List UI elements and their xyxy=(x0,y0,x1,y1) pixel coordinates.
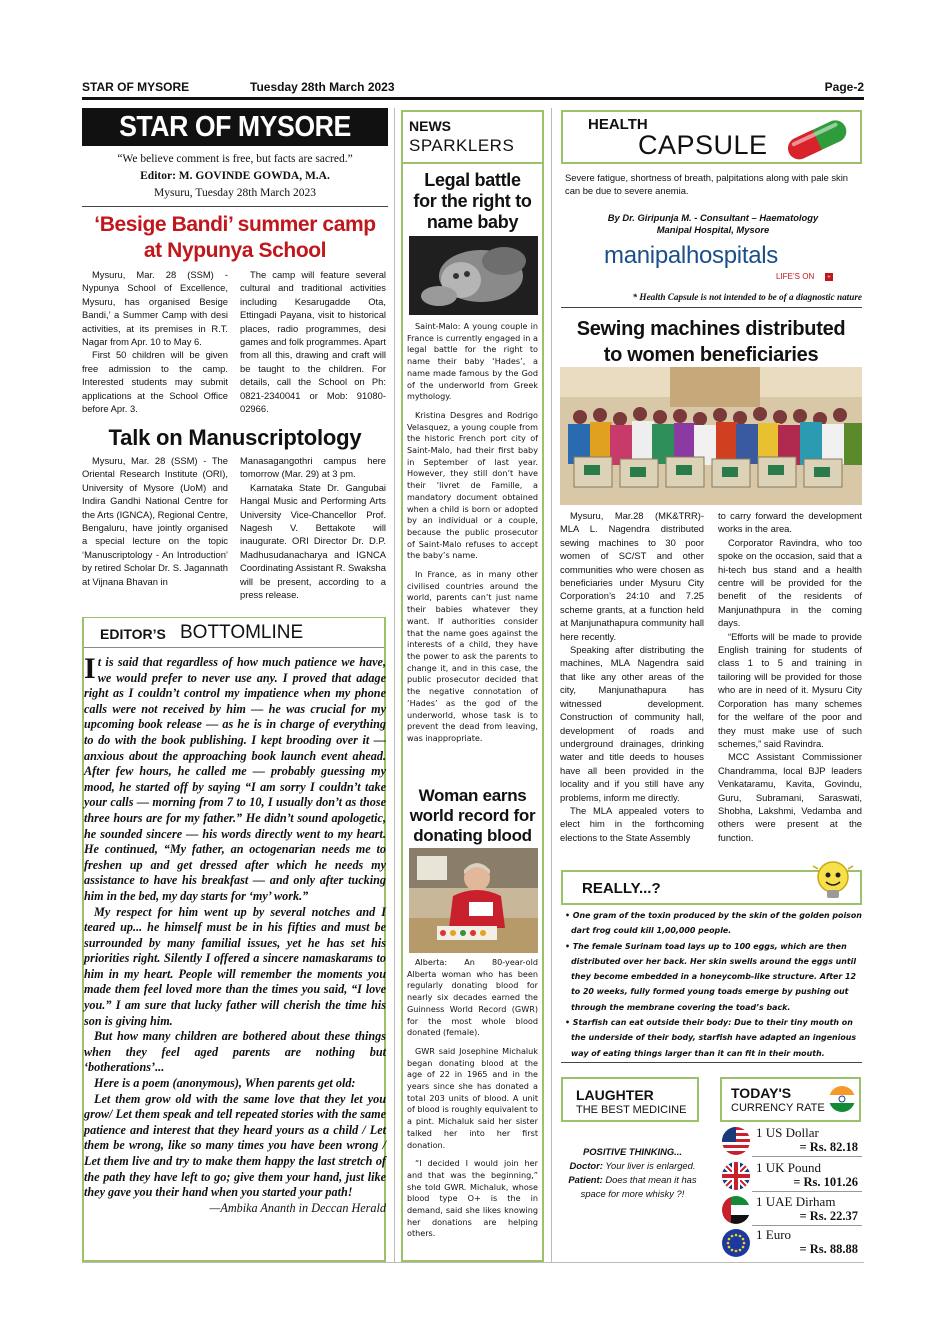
currency-row-aed xyxy=(720,1194,862,1226)
laughter-patient-line xyxy=(565,1173,700,1201)
news-sparklers-label-bottom: SPARKLERS xyxy=(409,136,515,155)
currency-row-gbp xyxy=(720,1160,862,1192)
currency-row-eur xyxy=(720,1227,862,1259)
eu-flag-svg xyxy=(722,1229,750,1257)
currency-value: = Rs. 88.88 xyxy=(799,1242,858,1256)
sparkler2-body xyxy=(407,957,538,1240)
summer-camp-headline-line2: at Nypunya School xyxy=(143,239,327,262)
editor-credit: —Ambika Ananth in Deccan Herald xyxy=(209,1200,386,1215)
summer-camp-para: First 50 children will be given free admission to the camp. Interested students may submit applications at the School Office before Apr. 3. xyxy=(82,349,228,415)
uae-flag-svg xyxy=(722,1196,750,1224)
divider xyxy=(752,1156,862,1157)
laughter-patient-label: Patient: xyxy=(568,1174,603,1185)
laughter-joke xyxy=(565,1145,700,1201)
manipal-plus-icon: + xyxy=(825,273,833,281)
header-page-number: Page-2 xyxy=(824,80,864,94)
news-sparklers-label xyxy=(403,112,542,164)
capsule-icon xyxy=(778,114,860,164)
currency-name: 1 Euro xyxy=(756,1227,792,1242)
column-rule xyxy=(551,108,552,1262)
sewing-para: MCC Assistant Commissioner Chandramma, local BJP leaders Venkataramu, Kavita, Govindu, Guru, Subramani, Saraswati, Shobha, Lakshmi, Vedamba and others were present at the function. xyxy=(718,751,862,843)
header-date: Tuesday 28th March 2023 xyxy=(250,80,395,94)
sparkler2-headline xyxy=(405,786,540,846)
really-item: • One gram of the toxin produced by the skin of the golden poison dart frog could kill 1,00,000 people. xyxy=(565,911,862,936)
sparkler2-headline-line: donating blood xyxy=(413,826,532,845)
sparkler1-headline xyxy=(405,170,540,233)
sparkler1-body xyxy=(407,321,538,745)
manipal-logo-text: manipalhospitals xyxy=(604,242,778,269)
sparkler2-para: “I decided I would join her and that was the beginning,” she told GWR. Michaluk, whose blood type O+ is the in demand, said she likes knowing her donations are helping others. xyxy=(407,1158,538,1239)
india-flag-icon xyxy=(829,1086,855,1112)
summer-camp-col2 xyxy=(240,268,386,415)
laughter-patient-text: Does that mean it has space for more whisky ?! xyxy=(580,1174,697,1199)
manuscriptology-para: Karnataka State Dr. Gangubai Hangal Music and Performing Arts University Vice-Chancellor Prof. Nagesh V. Bettakote will inaugurate. ORI Director Dr. D.P. Madhusudanacharya and IGNCA Coordinating Assistant R. Swaksha will be present, according to a press release. xyxy=(240,481,386,601)
uk-flag-svg xyxy=(722,1162,750,1190)
laughter-label-top: LAUGHTER xyxy=(576,1087,654,1103)
currency-label-top: TODAY'S xyxy=(731,1085,792,1101)
currency-name: 1 UK Pound xyxy=(756,1160,822,1175)
sparkler2-headline-line: world record for xyxy=(409,806,536,825)
health-disclaimer: * Health Capsule is not intended to be of a diagnostic nature xyxy=(632,292,862,302)
laughter-doctor-line xyxy=(565,1159,700,1173)
header-paper-name: STAR OF MYSORE xyxy=(82,80,190,94)
laughter-doctor-text: Your liver is enlarged. xyxy=(605,1160,696,1171)
laughter-doctor-label: Doctor: xyxy=(569,1160,603,1171)
sewing-para: Speaking after distributing the machines, MLA Nagendra said that like any other areas of the city, Manjunathapura has witnessed development. Construction of community hall, development of roads and underground drainages, drinking water and title deeds to houses have all been provided in the locality and if you still have any problems, inform me directly. xyxy=(560,644,704,803)
sewing-headline-line: Sewing machines distributed xyxy=(576,318,846,340)
summer-camp-col1 xyxy=(82,268,228,415)
sewing-para: “Efforts will be made to provide English training for students of class 1 to 5 and training in tailoring will be provided for those who are in need of it. Mysuru City Corporation has many schemes for the welfare of the poor and they must make use of such schemes,” said Ravindra. xyxy=(718,630,862,749)
sparkler1-para: In France, as in many other civilised countries around the world, parents can’t just name their babies whatever they want. If authorities consider that the name goes against the interests of a child, they have the power to ask the parents to change it, and in this case, the public prosecutor decided that the negative connotation of ‘Hades’ as the god of the underworld, whose task is to prevent the dead from leaving, was inappropriate. xyxy=(407,569,538,743)
really-list xyxy=(563,908,862,1061)
currency-value: = Rs. 22.37 xyxy=(799,1209,858,1223)
sewing-photo xyxy=(560,367,862,505)
laughter-label-bottom: THE BEST MEDICINE xyxy=(576,1104,687,1116)
divider xyxy=(752,1225,862,1226)
editor-label-bold: EDITOR’S xyxy=(100,626,166,642)
sparkler2-para: Alberta: An 80-year-old Alberta woman who has been regularly donating blood for nearly six decades earned the Guinness World Record (GWR) for the most whole blood donated (female). xyxy=(407,957,538,1038)
divider xyxy=(561,307,862,308)
divider xyxy=(752,1191,862,1192)
manuscriptology-headline: Talk on Manuscriptology xyxy=(108,425,362,450)
manuscriptology-col1 xyxy=(82,454,228,588)
news-sparklers-label-top: NEWS xyxy=(409,118,451,134)
sparkler1-headline-line: for the right to xyxy=(413,191,532,211)
sewing-col1 xyxy=(560,509,704,844)
eu-flag-icon xyxy=(722,1229,750,1257)
sewing-para: The MLA appealed voters to elect him in the forthcoming elections to the State Assembly xyxy=(560,804,704,843)
health-label-top: HEALTH xyxy=(588,116,648,133)
masthead-title: STAR OF MYSORE xyxy=(119,111,351,143)
masthead-motto: “We believe comment is free, but facts are sacred.” xyxy=(117,153,353,165)
lightbulb-icon-svg xyxy=(810,858,856,904)
sewing-para: Mysuru, Mar.28 (MK&TRR)- MLA L. Nagendra distributed sewing machines to 30 poor women of SC/ST and other communities who were chosen as beneficiaries under Mysuru City Corporation’s 24:10 and 7.25 scheme grants, at a function held at Manjunathapura community hall here recently. xyxy=(560,510,704,642)
really-item-text: Starfish can eat outside their body: Due to their tiny mouth on the underside of their body, starfish have adapted an ingenious way of eating things larger than it can fit in their mouth. xyxy=(571,1018,857,1058)
editor-body xyxy=(84,652,386,1216)
baby-photo-image xyxy=(409,236,538,315)
editor-para: Let them grow old with the same love that they let you grow/ Let them speak and tell repeated stories with the same patience and interest that they heard yours as a child / Let them be wrong, like so many times you have been wrong / Let them live and try to make them happy the last stretch of the path they have left to go; give them your hand, just like they gave you their hand when you started your path! xyxy=(84,1091,386,1200)
masthead-editor: Editor: M. GOVINDE GOWDA, M.A. xyxy=(140,170,330,182)
column-rule xyxy=(394,108,395,1262)
divider xyxy=(561,1062,862,1063)
india-flag-svg xyxy=(829,1086,855,1112)
currency-row-usd xyxy=(720,1125,862,1157)
blood-donor-photo xyxy=(409,848,538,953)
divider xyxy=(82,206,388,207)
sewing-headline xyxy=(558,316,864,368)
health-text: Severe fatigue, shortness of breath, palpitations along with pale skin can be due to severe anemia. xyxy=(565,172,848,196)
laughter-title: POSITIVE THINKING... xyxy=(583,1146,682,1157)
really-item-text: The female Surinam toad lays up to 100 eggs, which are then distributed over her back. Her skin swells around the eggs until they become embedded in a honeycomb-like structure. After 12 to 20 weeks, fully formed young toads emerge by pushing out through the membrane covering the toad’s back. xyxy=(571,941,857,1012)
sewing-photo-image xyxy=(560,367,862,505)
currency-name: 1 UAE Dirham xyxy=(756,1194,836,1209)
manuscriptology-para: Manasagangothri campus here tomorrow (Mar. 29) at 3 pm. xyxy=(240,455,386,480)
sparkler1-headline-line: Legal battle xyxy=(424,170,521,190)
health-byline-line: By Dr. Giripunja M. - Consultant – Haematology xyxy=(607,212,819,223)
sewing-para: Corporator Ravindra, who too spoke on the occasion, said that a hi-tech bus stand and a health centre will be provided for the benefit of the residents of Manjunathpura in the coming days. xyxy=(718,536,862,629)
sparkler1-para: Saint-Malo: A young couple in France is currently engaged in a legal battle for the right to name their baby ‘Hades’, a name made famous by the God of the underworld from Greek mythology. xyxy=(407,321,538,402)
sewing-para: to carry forward the development works in the area. xyxy=(718,510,862,535)
currency-label-bottom: CURRENCY RATE xyxy=(731,1102,825,1114)
summer-camp-para: Mysuru, Mar. 28 (SSM) - Nypunya School of Excellence, Mysuru, has organised Besige Bandi,’ a Summer Camp with desi activities, at its premises in R.T. Nagar from Apr. 10 to May 6. xyxy=(82,269,228,348)
usa-flag-svg xyxy=(722,1127,750,1155)
sparkler2-headline-line: Woman earns xyxy=(418,786,527,805)
manipal-logo-tag: LIFE’S ON xyxy=(776,272,815,281)
health-byline-line: Manipal Hospital, Mysore xyxy=(656,224,770,235)
masthead-title-box xyxy=(82,108,388,146)
sewing-headline-line: to women beneficiaries xyxy=(603,344,819,366)
manuscriptology-col2 xyxy=(240,454,386,601)
editor-para: But how many children are bothered about these things when they feel aged parents are nothing but ‘botherations’... xyxy=(84,1029,386,1075)
baby-photo xyxy=(409,236,538,315)
masthead-dateline: Mysuru, Tuesday 28th March 2023 xyxy=(154,187,316,199)
capsule-icon-svg xyxy=(778,114,860,164)
blood-donor-photo-image xyxy=(409,848,538,953)
uk-flag-icon xyxy=(722,1162,750,1190)
page-header xyxy=(82,78,864,100)
sparkler2-para: GWR said Josephine Michaluk began donating blood at the age of 22 in 1965 and in the years since she has donated a total 203 units of blood. A unit of blood is roughly equivalent to a pint. Michaluk said her sister talked her into her first donation. xyxy=(407,1045,538,1150)
manuscriptology-para: Mysuru, Mar. 28 (SSM) - The Oriental Research Institute (ORI), University of Mysore (UoM) and Indira Gandhi National Centre for the Arts (IGNCA), Regional Centre, Bengaluru, have jointly organised a special lecture on the topic ‘Manuscriptology - An Introduction’ by retired Scholar Dr. S. Jagannath at Vijnana Bhavan in xyxy=(82,455,228,587)
usa-flag-icon xyxy=(722,1127,750,1155)
currency-name: 1 US Dollar xyxy=(756,1125,819,1140)
health-byline xyxy=(565,212,861,236)
really-label: REALLY...? xyxy=(582,880,661,897)
editor-para: t is said that regardless of how much patience we have, we would prefer to never use any. I proved that adage right as I couldn’t control my impatience when my phone calls were not received by him — he was crucial for my upcoming book release — as he is in charge of everything to do with the book publishing. I kept brooding over it — anxious about the approaching book launch event ahead. After few hours, he called me — probably guessing my mood, he started off by saying “I am sorry I couldn’t take your calls — morning from 7 to 10, I usually don’t as those three hours are for my father.” He didn’t sound apologetic, he sounded sincere — his words directly went to my heart. He continued, “My father, an octogenarian needs me to freshen up and get dressed after which he needs my assistance to have his breakfast — and only after tucking him in the bed, my day starts for ‘my’ work.” xyxy=(84,655,386,903)
health-label-bottom: CAPSULE xyxy=(638,130,768,160)
really-item: • Starfish can eat outside their body: Due to their tiny mouth on the underside of their body, starfish have adapted an ingenious way of eating things larger than it can fit in their mouth. xyxy=(565,1018,857,1058)
lightbulb-icon xyxy=(810,858,856,904)
really-item-text: One gram of the toxin produced by the skin of the golden poison dart frog could kill 1,00,000 people. xyxy=(571,911,862,936)
editor-para: Here is a poem (anonymous), When parents get old: xyxy=(94,1076,356,1091)
editor-label-thin: BOTTOMLINE xyxy=(180,622,304,643)
really-item: • The female Surinam toad lays up to 100 eggs, which are then distributed over her back. Her skin swells around the eggs until they become embedded in a honeycomb-like structure. After 12 to 20 weeks, fully formed young toads emerge by pushing out through the membrane covering the toad’s back. xyxy=(565,941,857,1012)
sparkler1-headline-line: name baby xyxy=(426,212,519,232)
currency-value: = Rs. 101.26 xyxy=(793,1175,858,1189)
uae-flag-icon xyxy=(722,1196,750,1224)
sewing-col2 xyxy=(718,509,862,844)
currency-value: = Rs. 82.18 xyxy=(799,1140,858,1154)
editor-label-box xyxy=(84,618,384,648)
summer-camp-para: The camp will feature several cultural and traditional activities including Kesarugadde Ota, Ettingadi Payana, visit to historical places, radio programmes, desi games and folk programmes. Apart from all this, drawing and craft will be taught to the children. For details, call the School on Ph: 0821-2340041 or Mob: 91080-02966. xyxy=(240,269,386,415)
editor-para: My respect for him went up by several notches and I teared up... he himself must be in his fifties and must be surrounded by many familial issues, yet he has set his priorities right. Silently I offered a sincere namaskarams to him in my heart. People will remember the moments you made them feel loved more than the times you said, “I love you.” I am sure that lucky father will cherish the time his son is giving him. xyxy=(84,904,386,1028)
sparkler1-para: Kristina Desgres and Rodrigo Velasquez, a young couple from the historic French port city of Saint-Malo, had their first baby in September of last year. However, they still don’t have their ‘livret de Famille, a mandatory document obtained when a child is born or adopted by an individual or a couple, because the public prosecutor of Saint-Malo refuses to accept the baby’s name. xyxy=(407,409,538,561)
page-bottom-rule xyxy=(82,1262,864,1263)
summer-camp-headline-line1: ‘Besige Bandi’ summer camp xyxy=(94,213,376,236)
summer-camp-headline xyxy=(82,212,388,264)
masthead-tagline xyxy=(82,151,388,202)
editor-dropcap: I xyxy=(84,652,96,685)
